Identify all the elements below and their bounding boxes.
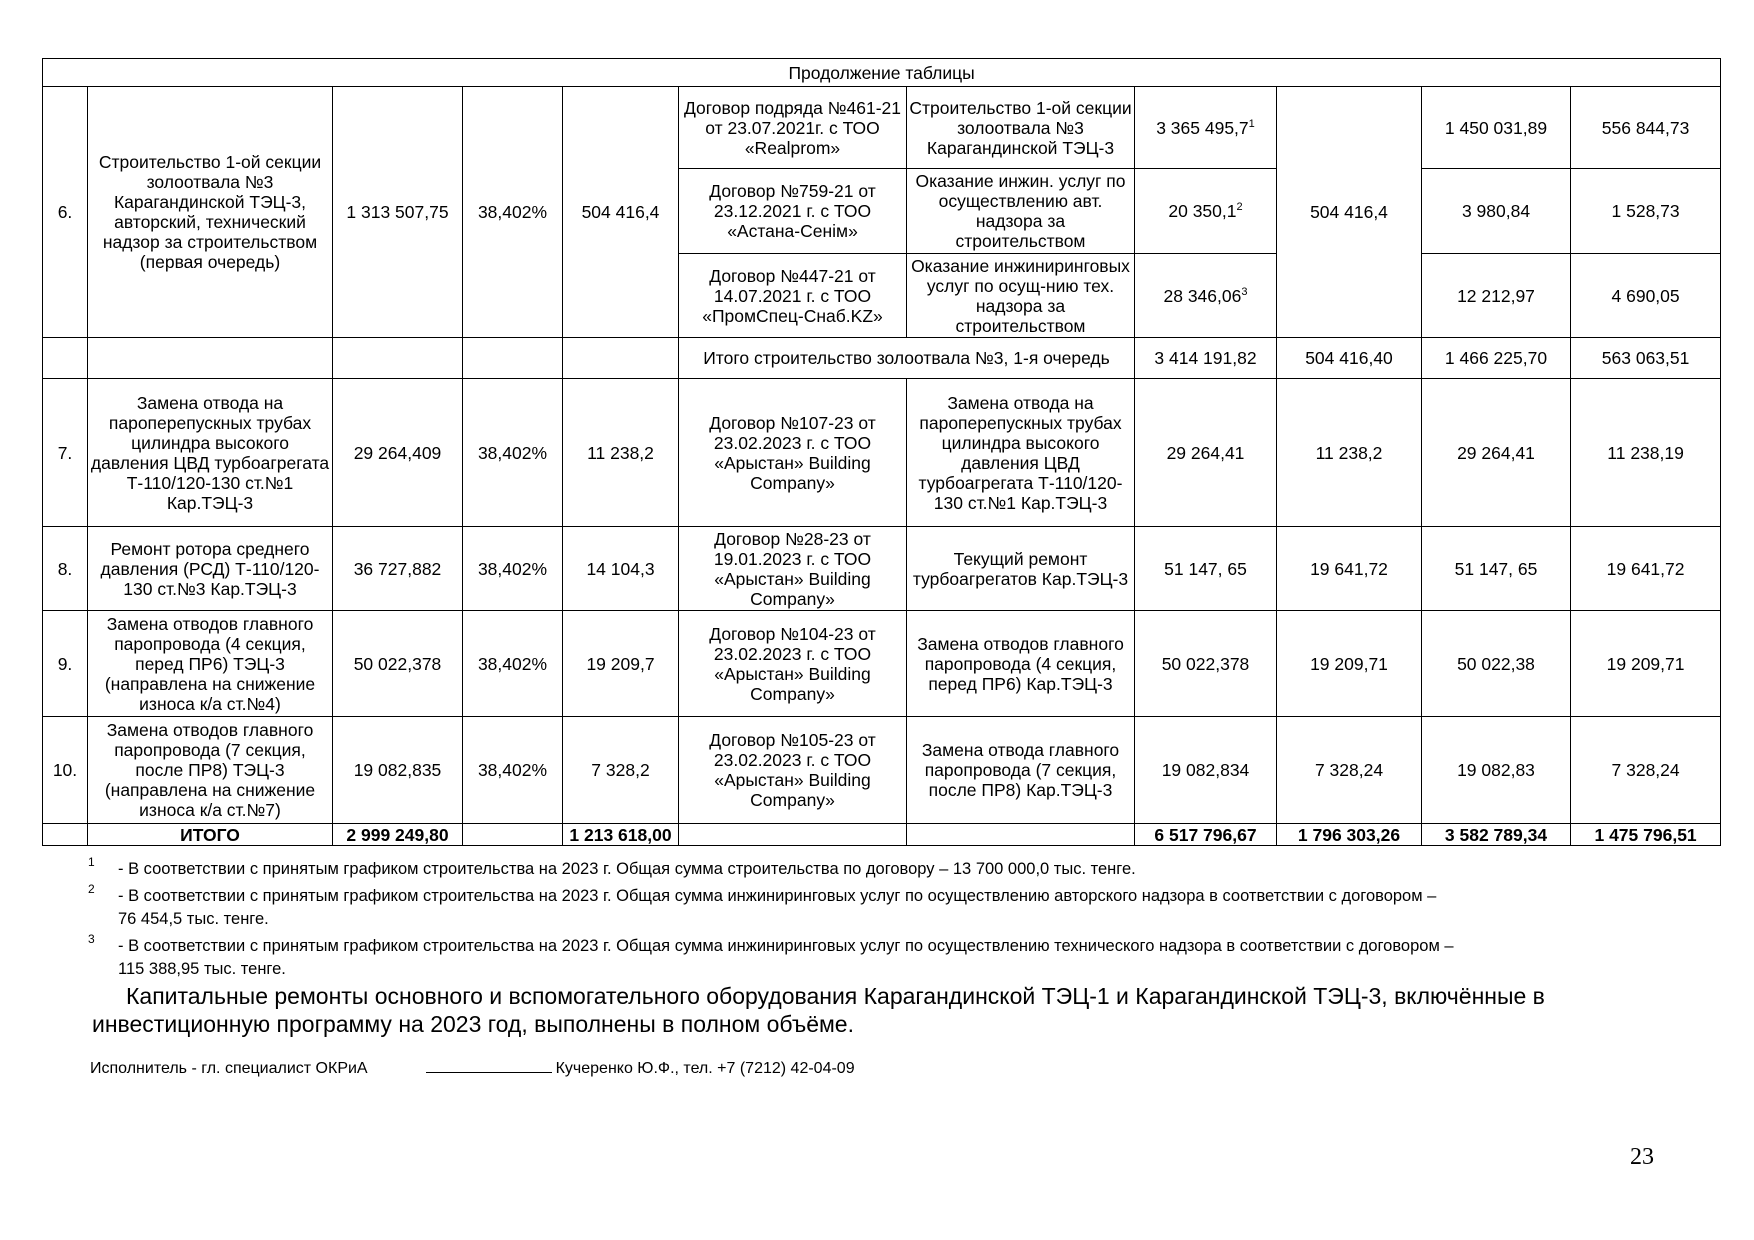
share-cell: 11 238,2 [563,379,679,527]
paid-cell: 1 450 031,89 [1422,87,1571,169]
value-share-cell: 11 238,2 [1277,379,1422,527]
total-paid-share: 1 475 796,51 [1571,824,1721,846]
value-share-cell: 19 209,71 [1277,611,1422,717]
table-row [43,379,1721,527]
paid-share-cell: 19 641,72 [1571,527,1721,611]
footnote [88,932,1688,981]
empty-cell [43,338,88,379]
footnote-continuation: 115 388,95 тыс. тенге. [118,960,286,978]
footnote-mark: 3 [88,932,95,946]
total-amount: 2 999 249,80 [333,824,463,846]
project-name: Ремонт ротора среднего давления (РСД) Т-110/120-130 ст.№3 Кар.ТЭЦ-3 [88,527,333,611]
subtotal-share: 504 416,40 [1277,338,1422,379]
empty-cell [679,824,907,846]
project-name: Замена отвода на пароперепускных трубах цилиндра высокого давления ЦВД турбоагрегата Т-110/120-130 ст.№1 Кар.ТЭЦ-3 [88,379,333,527]
footnote-text: - В соответствии с принятым графиком строительства на 2023 г. Общая сумма инжиниринговых услуг по осуществлению технического надзора в соответствии с договором – [118,937,1454,955]
contract-cell: Договор №759-21 от 23.12.2021 г. с ТОО «Астана-Сенiм» [679,169,907,254]
subject-cell: Текущий ремонт турбоагрегатов Кар.ТЭЦ-3 [907,527,1135,611]
value-cell: 29 264,41 [1135,379,1277,527]
empty-cell [43,824,88,846]
row-number: 8. [43,527,88,611]
group-share-cell: 504 416,4 [1277,87,1422,338]
contract-cell: Договор №28-23 от 19.01.2023 г. с ТОО «Арыстан» Building Company» [679,527,907,611]
project-name: Замена отводов главного паропровода (7 секция, после ПР8) ТЭЦ-3 (направлена на снижение износа к/а ст.№7) [88,717,333,824]
value-cell: 19 082,834 [1135,717,1277,824]
share-cell: 14 104,3 [563,527,679,611]
empty-cell [88,338,333,379]
caption-row [43,59,1721,87]
value-share-cell: 7 328,24 [1277,717,1422,824]
summary-paragraph [92,982,1692,1038]
total-row [43,824,1721,846]
table-row [43,717,1721,824]
subject-cell: Замена отводов главного паропровода (4 секция, перед ПР6) Кар.ТЭЦ-3 [907,611,1135,717]
continuation-label: Продолжение таблицы [43,59,1721,87]
paid-share-cell: 1 528,73 [1571,169,1721,254]
paid-share-cell: 556 844,73 [1571,87,1721,169]
page-number: 23 [1630,1144,1654,1170]
percent-cell: 38,402% [463,527,563,611]
executor-role: Исполнитель - гл. специалист ОКРиА [90,1060,368,1077]
empty-cell [463,824,563,846]
subtotal-label: Итого строительство золоотвала №3, 1-я очередь [679,338,1135,379]
signature-line [426,1058,552,1073]
value-cell: 51 147, 65 [1135,527,1277,611]
percent-cell: 38,402% [463,379,563,527]
subtotal-value: 3 414 191,82 [1135,338,1277,379]
total-value-share: 1 796 303,26 [1277,824,1422,846]
share-cell: 19 209,7 [563,611,679,717]
footnote [88,855,1688,881]
footnote-ref: 2 [1236,201,1243,213]
percent-cell: 38,402% [463,717,563,824]
value-cell [1135,254,1277,338]
amount-cell: 1 313 507,75 [333,87,463,338]
summary-text: Капитальные ремонты основного и вспомогательного оборудования Карагандинской ТЭЦ-1 и Карагандинской ТЭЦ-3, включённые в инвестиционную программу на 2023 год, выполнены в полном объёме. [92,983,1545,1037]
paid-cell: 3 980,84 [1422,169,1571,254]
value-text: 3 365 495,7 [1156,117,1249,138]
percent-cell: 38,402% [463,611,563,717]
subtotal-row [43,338,1721,379]
row-number: 6. [43,87,88,338]
subject-cell: Оказание инжин. услуг по осуществлению авт. надзора за строительством [907,169,1135,254]
table-row [43,611,1721,717]
footnotes [88,855,1688,981]
contract-cell: Договор №447-21 от 14.07.2021 г. с ТОО «ПромСпец-Снаб.KZ» [679,254,907,338]
subject-cell: Оказание инжиниринговых услуг по осущ-нию тех. надзора за строительством [907,254,1135,338]
project-name: Строительство 1-ой секции золоотвала №3 Карагандинской ТЭЦ-3, авторский, технический надзор за строительством (первая очередь) [88,87,333,338]
paid-share-cell: 19 209,71 [1571,611,1721,717]
subject-cell: Замена отвода на пароперепускных трубах цилиндра высокого давления ЦВД турбоагрегата Т-110/120-130 ст.№1 Кар.ТЭЦ-3 [907,379,1135,527]
subject-cell: Замена отвода главного паропровода (7 секция, после ПР8) Кар.ТЭЦ-3 [907,717,1135,824]
empty-cell [333,338,463,379]
footnote-ref: 1 [1248,117,1255,130]
contract-cell: Договор №107-23 от 23.02.2023 г. с ТОО «Арыстан» Building Company» [679,379,907,527]
total-share: 1 213 618,00 [563,824,679,846]
value-cell [1135,169,1277,254]
footnote-ref: 3 [1241,285,1248,298]
paid-share-cell: 7 328,24 [1571,717,1721,824]
value-cell [1135,87,1277,169]
row-number: 7. [43,379,88,527]
subtotal-paid-share: 563 063,51 [1571,338,1721,379]
paid-cell: 51 147, 65 [1422,527,1571,611]
value-text: 28 346,06 [1163,285,1242,306]
footnote [88,882,1688,931]
footnote-mark: 1 [88,855,95,869]
value-cell: 50 022,378 [1135,611,1277,717]
table-row [43,527,1721,611]
share-cell: 504 416,4 [563,87,679,338]
row-number: 10. [43,717,88,824]
contract-cell: Договор подряда №461-21 от 23.07.2021г. с ТОО «Realprom» [679,87,907,169]
footnote-continuation: 76 454,5 тыс. тенге. [118,910,269,928]
executor-line [90,1058,1290,1079]
amount-cell: 19 082,835 [333,717,463,824]
paid-share-cell: 4 690,05 [1571,254,1721,338]
investment-table [42,58,1721,846]
empty-cell [563,338,679,379]
paid-cell: 12 212,97 [1422,254,1571,338]
subject-cell: Строительство 1-ой секции золоотвала №3 Карагандинской ТЭЦ-3 [907,87,1135,169]
share-cell: 7 328,2 [563,717,679,824]
paid-cell: 29 264,41 [1422,379,1571,527]
total-value: 6 517 796,67 [1135,824,1277,846]
amount-cell: 36 727,882 [333,527,463,611]
amount-cell: 50 022,378 [333,611,463,717]
footnote-text: - В соответствии с принятым графиком строительства на 2023 г. Общая сумма инжиниринговых услуг по осуществлению авторского надзора в соответствии с договором – [118,887,1437,905]
subtotal-paid: 1 466 225,70 [1422,338,1571,379]
total-paid: 3 582 789,34 [1422,824,1571,846]
percent-cell: 38,402% [463,87,563,338]
amount-cell: 29 264,409 [333,379,463,527]
footnote-text: - В соответствии с принятым графиком строительства на 2023 г. Общая сумма строительства по договору – 13 700 000,0 тыс. тенге. [118,860,1136,878]
executor-name: Кучеренко Ю.Ф., тел. +7 (7212) 42-04-09 [555,1060,855,1077]
contract-cell: Договор №104-23 от 23.02.2023 г. с ТОО «Арыстан» Building Company» [679,611,907,717]
contract-cell: Договор №105-23 от 23.02.2023 г. с ТОО «Арыстан» Building Company» [679,717,907,824]
paid-share-cell: 11 238,19 [1571,379,1721,527]
value-share-cell: 19 641,72 [1277,527,1422,611]
empty-cell [463,338,563,379]
paid-cell: 50 022,38 [1422,611,1571,717]
table-row [43,87,1721,169]
total-label: ИТОГО [88,824,333,846]
project-name: Замена отводов главного паропровода (4 секция, перед ПР6) ТЭЦ-3 (направлена на снижение износа к/а ст.№4) [88,611,333,717]
row-number: 9. [43,611,88,717]
paid-cell: 19 082,83 [1422,717,1571,824]
footnote-mark: 2 [88,882,95,896]
value-text: 20 350,1 [1168,201,1237,221]
empty-cell [907,824,1135,846]
